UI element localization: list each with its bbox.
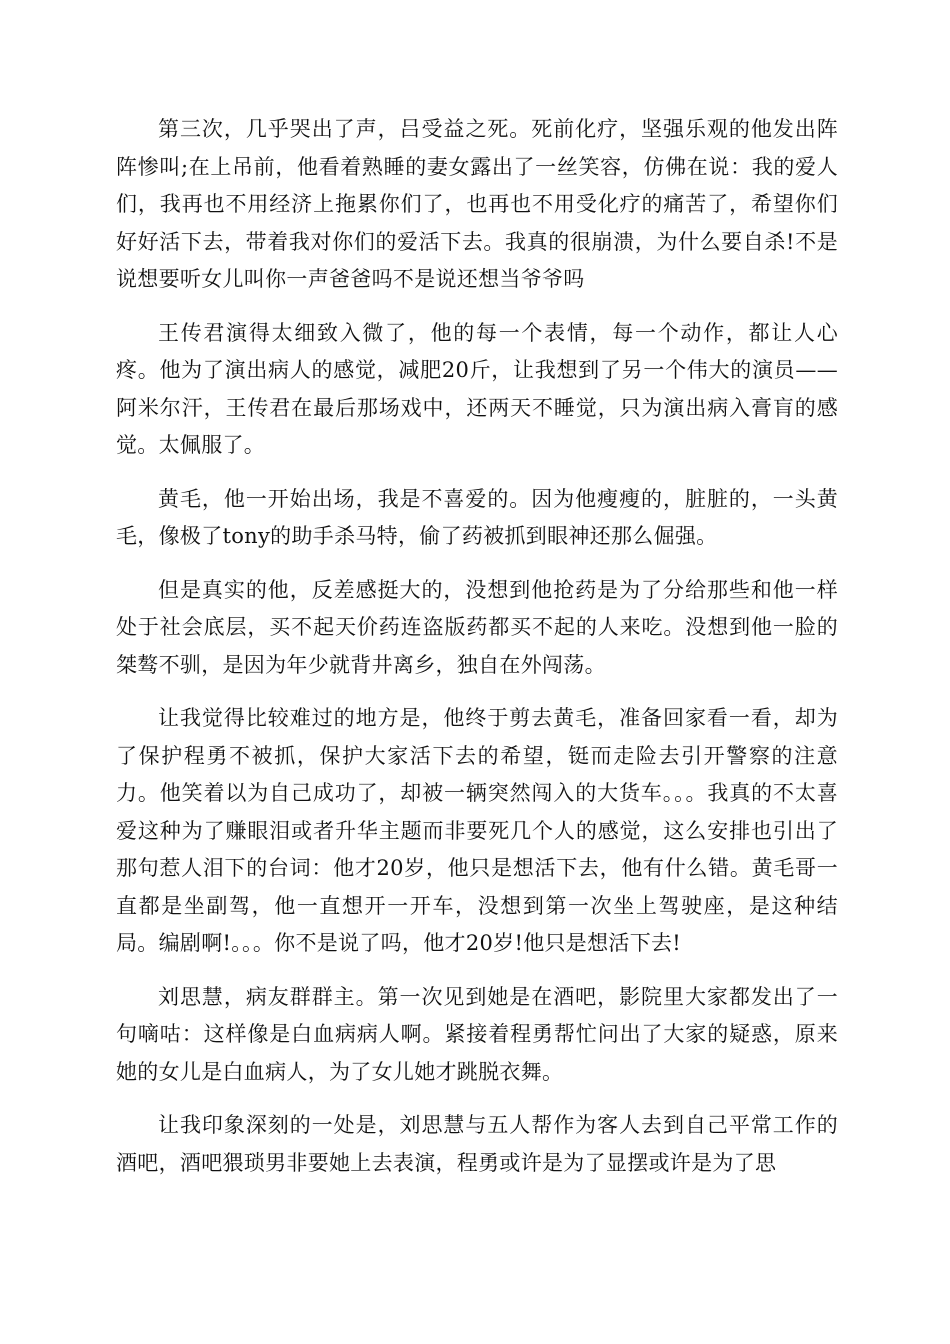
paragraph-2: 王传君演得太细致入微了，他的每一个表情，每一个动作，都让人心疼。他为了演出病人的感觉，减肥20斤，让我想到了另一个伟大的演员——阿米尔汗，王传君在最后那场戏中，还两天不睡觉，只为演出病入膏肓的感觉。太佩服了。 [116, 320, 838, 457]
paragraph-7: 让我印象深刻的一处是，刘思慧与五人帮作为客人去到自己平常工作的酒吧，酒吧猥琐男非要她上去表演，程勇或许是为了显摆或许是为了思 [116, 1113, 838, 1175]
paragraph-4: 但是真实的他，反差感挺大的，没想到他抢药是为了分给那些和他一样处于社会底层，买不起天价药连盗版药都买不起的人来吃。没想到他一脸的桀骜不驯，是因为年少就背井离乡，独自在外闯荡。 [116, 577, 838, 677]
document-body [116, 111, 838, 1198]
paragraph-1: 第三次，几乎哭出了声，吕受益之死。死前化疗，坚强乐观的他发出阵阵惨叫;在上吊前，他看着熟睡的妻女露出了一丝笑容，仿佛在说：我的爱人们，我再也不用经济上拖累你们了，也再也不用受化疗的痛苦了，希望你们好好活下去，带着我对你们的爱活下去。我真的很崩溃，为什么要自杀!不是说想要听女儿叫你一声爸爸吗不是说还想当爷爷吗 [116, 117, 838, 291]
paragraph-3: 黄毛，他一开始出场，我是不喜爱的。因为他瘦瘦的，脏脏的，一头黄毛，像极了tony的助手杀马特，偷了药被抓到眼神还那么倔强。 [116, 486, 838, 548]
paragraph-5: 让我觉得比较难过的地方是，他终于剪去黄毛，准备回家看一看，却为了保护程勇不被抓，保护大家活下去的希望，铤而走险去引开警察的注意力。他笑着以为自己成功了，却被一辆突然闯入的大货车。。。我真的不太喜爱这种为了赚眼泪或者升华主题而非要死几个人的感觉，这么安排也引出了那句惹人泪下的台词：他才20岁，他只是想活下去，他有什么错。黄毛哥一直都是坐副驾，他一直想开一开车，没想到第一次坐上驾驶座，是这种结局。编剧啊!。。。你不是说了吗，他才20岁!他只是想活下去! [116, 706, 838, 955]
paragraph-6: 刘思慧，病友群群主。第一次见到她是在酒吧，影院里大家都发出了一句嘀咕：这样像是白血病病人啊。紧接着程勇帮忙问出了大家的疑惑，原来她的女儿是白血病人，为了女儿她才跳脱衣舞。 [116, 984, 838, 1084]
